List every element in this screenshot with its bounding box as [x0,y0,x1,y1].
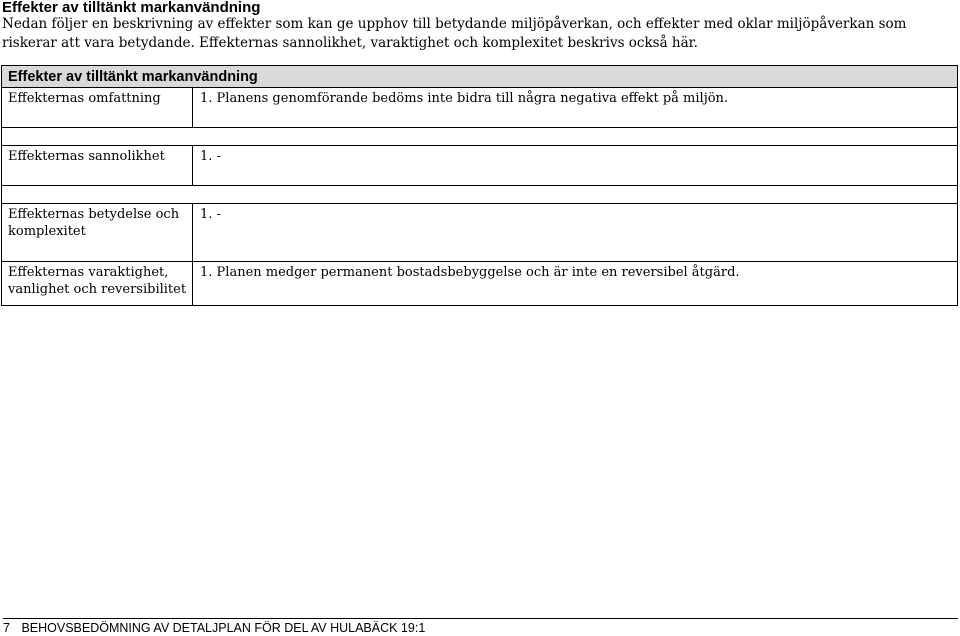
row-label: Effekternas varaktighet, vanlighet och reversibilitet [2,262,193,305]
empty-cell [2,128,957,145]
table-row [2,88,957,128]
table-title: Effekter av tilltänkt markanvändning [2,66,957,88]
row-label: Effekternas sannolikhet [2,146,193,185]
row-value: 1. Planen medger permanent bostadsbebyggelse och är inte en reversibel åtgärd. [200,265,740,280]
row-value: 1. - [200,149,221,164]
table-spacer-row [2,128,957,146]
table-row [2,146,957,186]
footer-title: BEHOVSBEDÖMNING AV DETALJPLAN FÖR DEL AV HULABÄCK 19:1 [21,621,426,635]
table-row [2,262,957,305]
row-label: Effekternas betydelse och komplexitet [2,204,193,261]
empty-cell [2,186,957,203]
table-row [2,204,957,262]
intro-paragraph: Nedan följer en beskrivning av effekter som kan ge upphov till betydande miljöpåverkan, och effekter med oklar miljöpåverkan som riskerar att vara betydande. Effekternas sannolikhet, varaktighet och komplexitet beskrivs också här. [2,16,907,51]
table-spacer-row [2,186,957,204]
row-value: 1. - [200,207,221,222]
row-value: 1. Planens genomförande bedöms inte bidra till några negativa effekt på miljön. [200,91,729,106]
effects-table [1,65,958,306]
page-footer [3,618,958,636]
section-heading: Effekter av tilltänkt markanvändning [2,0,261,16]
row-label: Effekternas omfattning [2,88,193,127]
page-number: 7 [3,621,10,635]
